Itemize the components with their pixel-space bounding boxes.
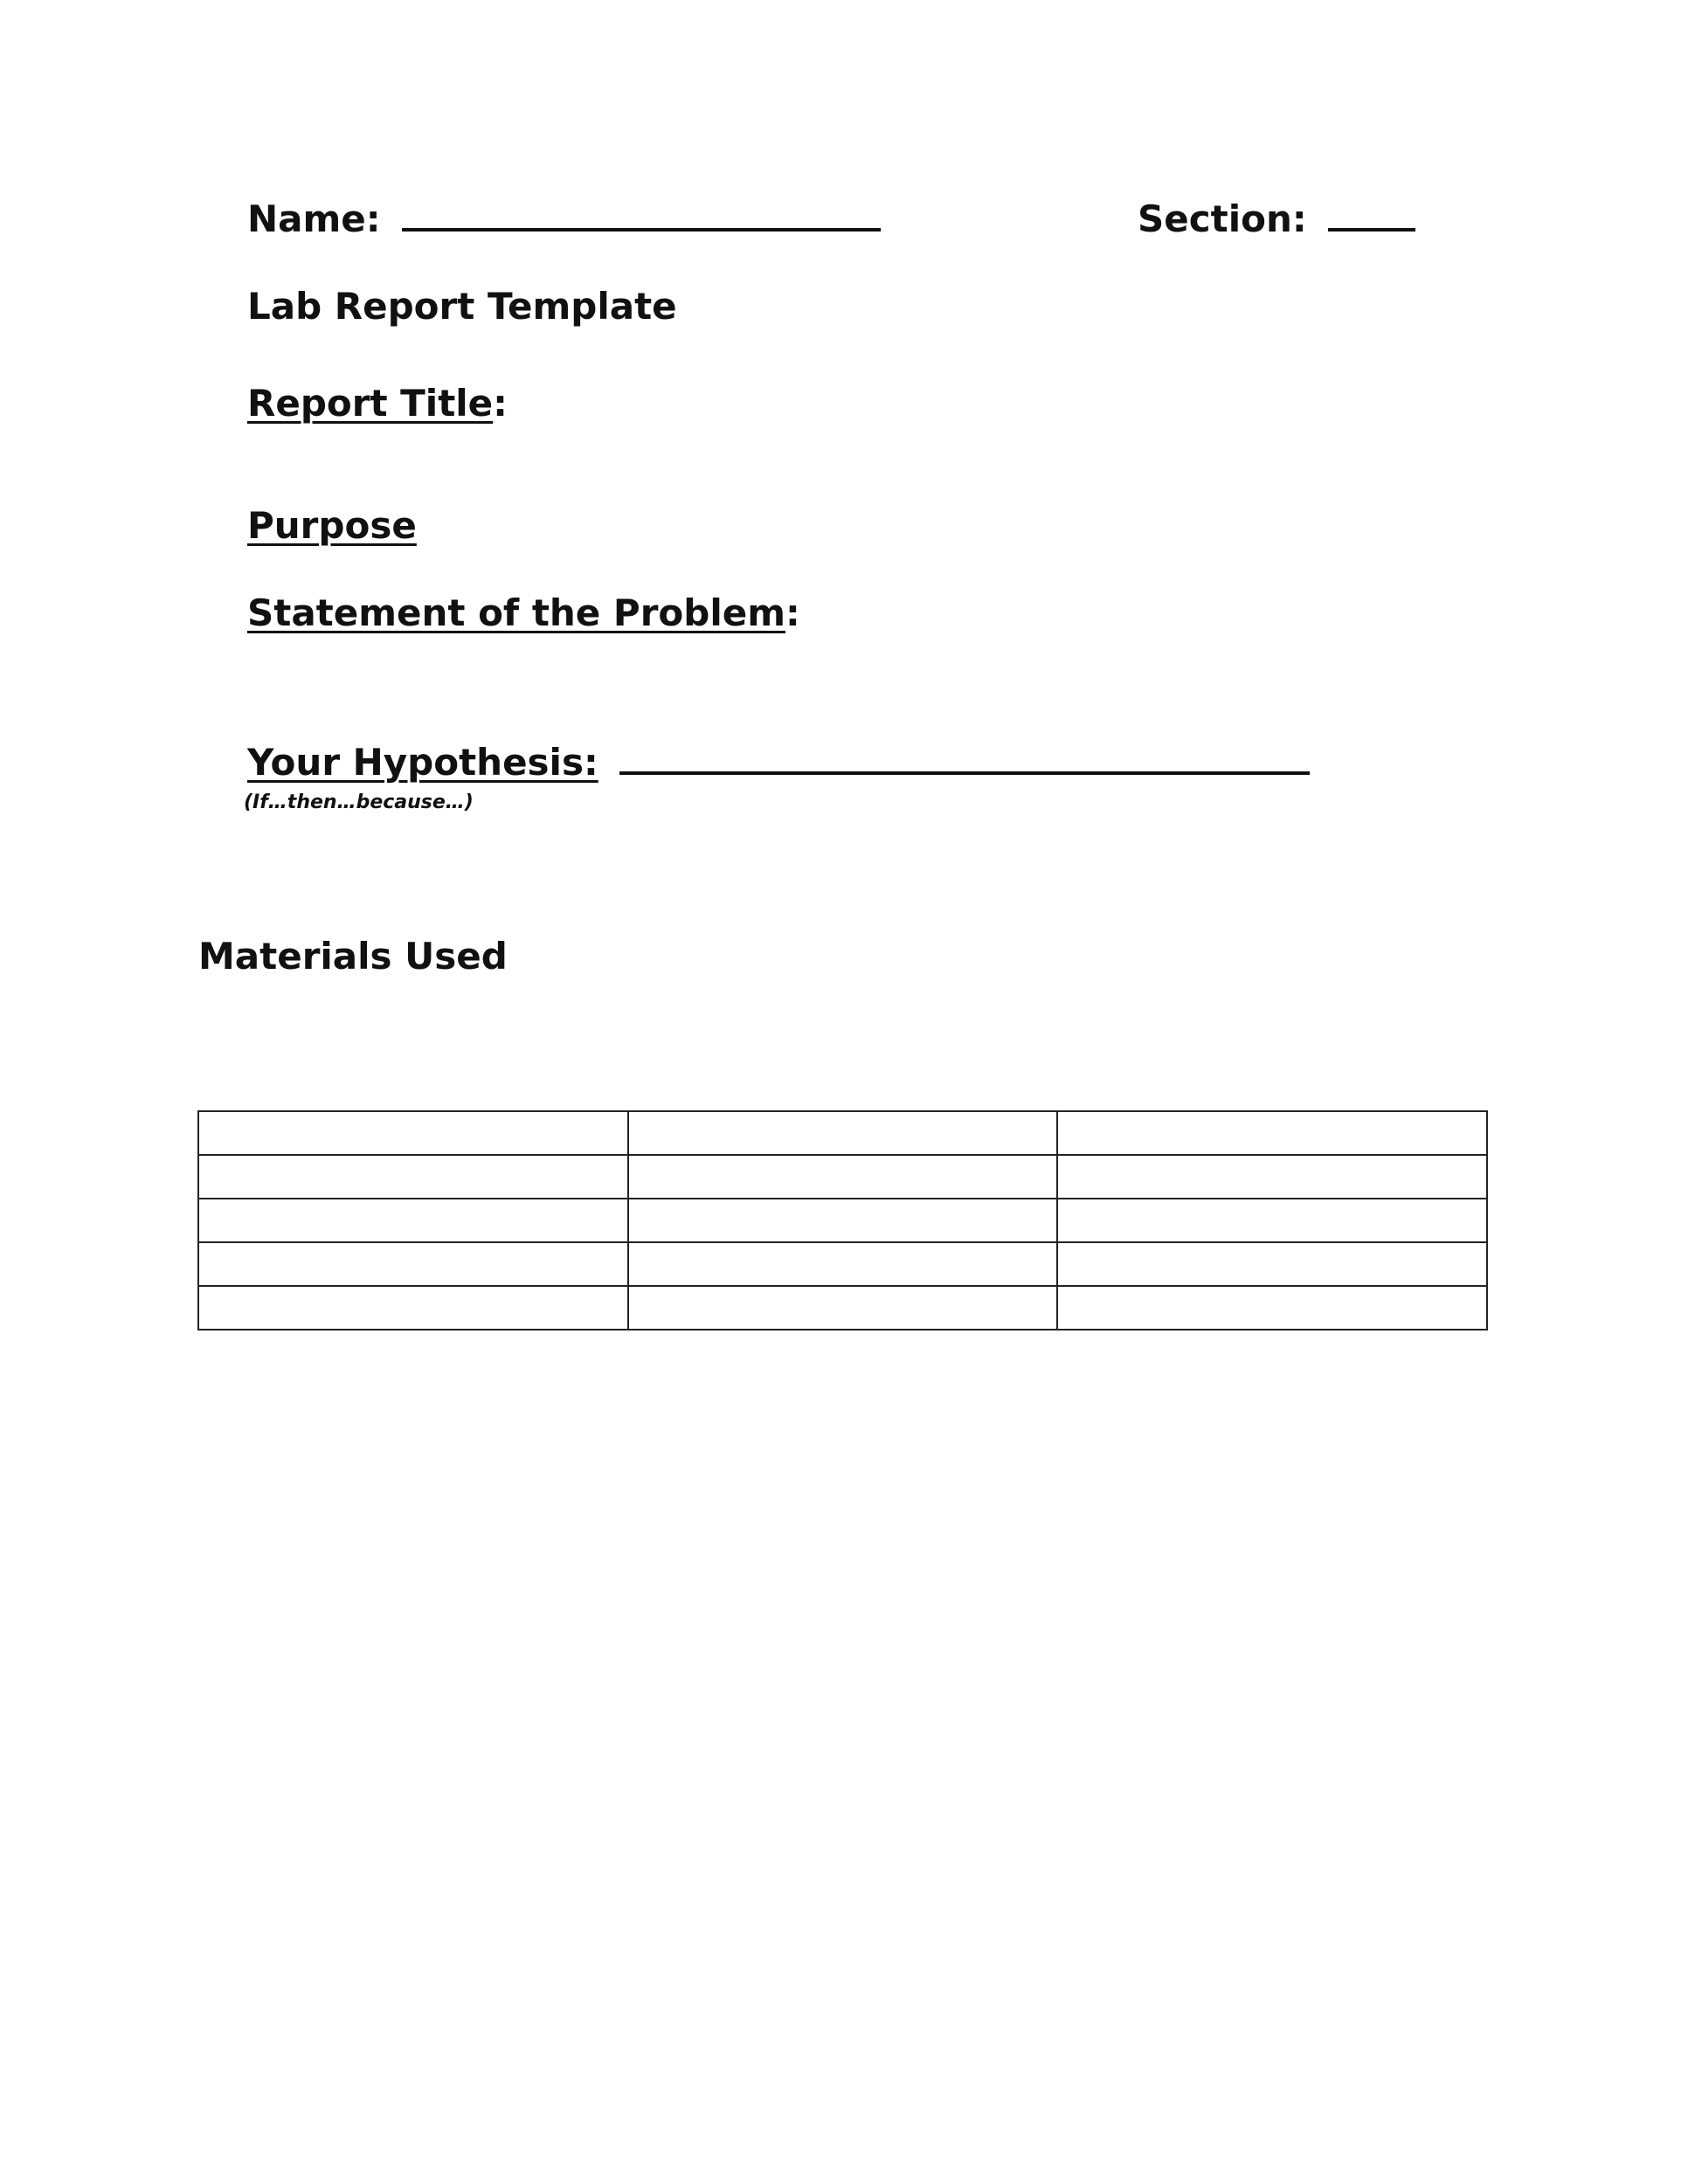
hypothesis-label: Your Hypothesis: (247, 741, 598, 784)
name-label: Name: (247, 197, 381, 240)
table-cell[interactable] (1057, 1286, 1487, 1330)
name-field (247, 197, 881, 240)
table-row (198, 1111, 1487, 1155)
table-cell[interactable] (198, 1155, 628, 1199)
colon: : (785, 591, 800, 634)
hypothesis-label-text: Your Hypothesis (247, 741, 584, 784)
hypothesis-heading (247, 741, 1310, 784)
table-cell[interactable] (198, 1286, 628, 1330)
table-cell[interactable] (198, 1199, 628, 1242)
section-blank-line[interactable] (1328, 202, 1415, 232)
table-row (198, 1286, 1487, 1330)
table-cell[interactable] (198, 1111, 628, 1155)
table-cell[interactable] (628, 1111, 1058, 1155)
name-blank-line[interactable] (402, 202, 881, 232)
table-cell[interactable] (198, 1242, 628, 1286)
materials-table (197, 1110, 1488, 1330)
table-row (198, 1199, 1487, 1242)
table-cell[interactable] (628, 1155, 1058, 1199)
table-cell[interactable] (1057, 1111, 1487, 1155)
colon: : (493, 382, 508, 425)
table-cell[interactable] (1057, 1155, 1487, 1199)
purpose-label: Purpose (247, 504, 417, 547)
table-cell[interactable] (1057, 1242, 1487, 1286)
hypothesis-blank-line[interactable] (619, 745, 1310, 775)
template-title: Lab Report Template (247, 285, 677, 328)
problem-label: Statement of the Problem (247, 591, 785, 634)
table-row (198, 1242, 1487, 1286)
hypothesis-hint: (If…then…because…) (244, 791, 474, 813)
table-cell[interactable] (628, 1199, 1058, 1242)
table-cell[interactable] (628, 1286, 1058, 1330)
materials-heading: Materials Used (198, 935, 508, 978)
table-cell[interactable] (1057, 1199, 1487, 1242)
table-row (198, 1155, 1487, 1199)
purpose-heading (247, 504, 417, 547)
report-title-label: Report Title (247, 382, 494, 425)
problem-heading (247, 591, 800, 634)
report-title-heading (247, 382, 508, 425)
materials-table-body (198, 1111, 1487, 1330)
table-cell[interactable] (628, 1242, 1058, 1286)
section-label: Section: (1138, 197, 1307, 240)
section-field (1138, 197, 1415, 240)
